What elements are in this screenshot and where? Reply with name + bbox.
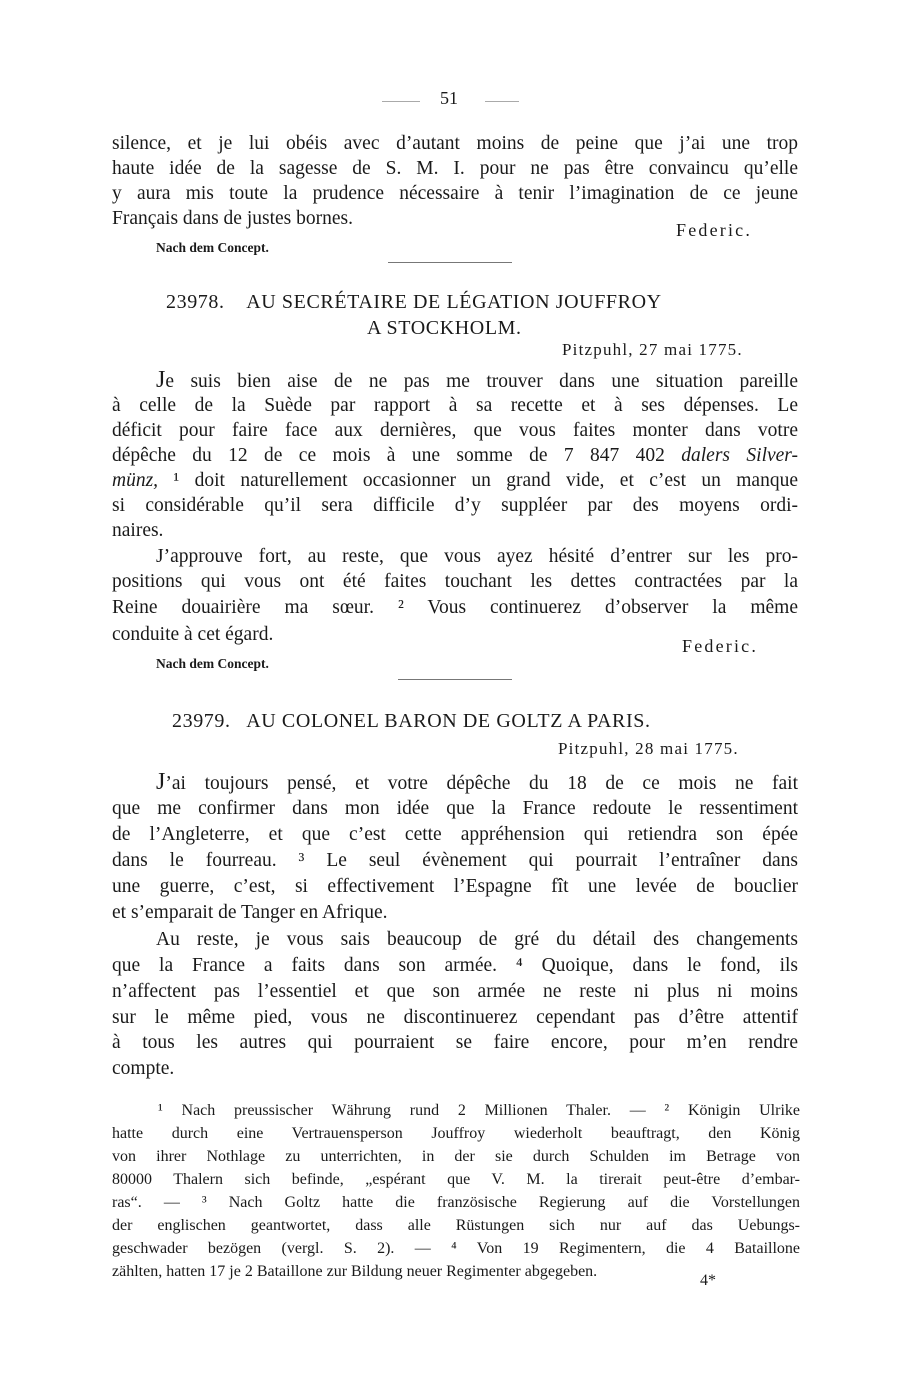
letter-title-continued: A STOCKHOLM.	[367, 317, 522, 339]
body-line: dans le fourreau. ³ Le seul évènement qui pourrait l’entraîner dans	[112, 850, 798, 871]
dateline: Pitzpuhl, 27 mai 1775.	[562, 340, 743, 359]
body-line: si considérable qu’il sera difficile d’y suppléer par des moyens ordi-	[112, 495, 798, 516]
footnote-line: von ihrer Nothlage zu unterrichten, in der sie durch Schulden im Betrage von	[112, 1148, 800, 1165]
body-line: münz, ¹ doit naturellement occasionner un grand vide, et c’est un manque	[112, 470, 798, 491]
body-line: dépêche du 12 de ce mois à une somme de 7 847 402 dalers Silver-	[112, 445, 798, 466]
letter-heading	[166, 291, 662, 314]
signature: Federic.	[676, 220, 753, 240]
letter-number: 23978.	[166, 291, 225, 313]
source-note: Nach dem Concept.	[156, 240, 269, 255]
page-number-dash-right	[485, 101, 519, 102]
section-divider	[388, 262, 512, 263]
letter-heading	[172, 710, 651, 733]
footnote-line: zählten, hatten 17 je 2 Bataillone zur Bildung neuer Regimenter abgegeben.	[112, 1263, 598, 1280]
body-line: conduite à cet égard.	[112, 624, 274, 645]
letter-number: 23979.	[172, 710, 231, 732]
footnote-line: ¹ Nach preussischer Währung rund 2 Millionen Thaler. — ² Königin Ulrike	[158, 1102, 800, 1119]
letter-title: AU SECRÉTAIRE DE LÉGATION JOUFFROY	[246, 291, 662, 313]
body-line: n’affectent pas l’essentiel et que son armée ne reste ni plus ni moins	[112, 981, 798, 1002]
page-number-dash-left	[382, 101, 420, 102]
footnote-line: der englischen geantwortet, dass alle Rüstungen sich nur auf das Uebungs-	[112, 1217, 800, 1234]
source-note: Nach dem Concept.	[156, 656, 269, 671]
body-line: y aura mis toute la prudence nécessaire à tenir l’imagination de ce jeune	[112, 183, 798, 204]
body-line: J’ai toujours pensé, et votre dépêche du 18 de ce mois ne fait	[156, 769, 798, 795]
page-number: 51	[440, 88, 458, 108]
dateline: Pitzpuhl, 28 mai 1775.	[558, 739, 739, 758]
body-line: Au reste, je vous sais beaucoup de gré du détail des changements	[156, 929, 798, 950]
body-line: de l’Angleterre, et que c’est cette appréhension qui retiendra son épée	[112, 824, 798, 845]
body-line: à celle de la Suède par rapport à sa recette et à ses dépenses. Le	[112, 395, 798, 416]
body-line: Je suis bien aise de ne pas me trouver dans une situation pareille	[156, 367, 798, 393]
body-line: déficit pour faire face aux dernières, que vous faites monter dans votre	[112, 420, 798, 441]
footnote-line: geschwader bezögen (vergl. S. 2). — ⁴ Von 19 Regimentern, die 4 Bataillone	[112, 1240, 800, 1257]
body-line: à tous les autres qui pourraient se faire encore, pour m’en rendre	[112, 1032, 798, 1053]
body-line: J’approuve fort, au reste, que vous ayez hésité d’entrer sur les pro-	[156, 546, 798, 567]
drop-cap: J	[156, 367, 166, 393]
body-line: une guerre, c’est, si effectivement l’Espagne fît une levée de bouclier	[112, 876, 798, 897]
footnote-line: 80000 Thalern sich befinde, „espérant que V. M. la tirerait peut-être d’embar-	[112, 1171, 800, 1188]
body-line: positions qui vous ont été faites touchant les dettes contractées par la	[112, 571, 798, 592]
signature: Federic.	[682, 636, 759, 656]
body-line: Français dans de justes bornes.	[112, 208, 353, 229]
letter-title: AU COLONEL BARON DE GOLTZ A PARIS.	[246, 710, 651, 732]
body-line: que la France a faits dans son armée. ⁴ Quoique, dans le fond, ils	[112, 955, 798, 976]
body-line: haute idée de la sagesse de S. M. I. pour ne pas être convaincu qu’elle	[112, 158, 798, 179]
body-line: naires.	[112, 520, 164, 541]
body-line: que me confirmer dans mon idée que la France redoute le ressentiment	[112, 798, 798, 819]
drop-cap: J	[156, 769, 166, 795]
body-line: silence, et je lui obéis avec d’autant moins de peine que j’ai une trop	[112, 133, 798, 154]
footnote-line: hatte durch eine Vertrauensperson Jouffroy wiederholt beauftragt, den König	[112, 1125, 800, 1142]
section-divider	[398, 679, 512, 680]
body-line: compte.	[112, 1058, 175, 1079]
body-line: Reine douairière ma sœur. ² Vous continuerez d’observer la même	[112, 597, 798, 618]
body-line: et s’emparait de Tanger en Afrique.	[112, 902, 388, 923]
footnote-line: ras“. — ³ Nach Goltz hatte die französische Regierung auf die Vorstellungen	[112, 1194, 800, 1211]
signature-mark: 4*	[700, 1272, 716, 1289]
body-line: sur le même pied, vous ne discontinuerez cependant pas d’être attentif	[112, 1007, 798, 1028]
